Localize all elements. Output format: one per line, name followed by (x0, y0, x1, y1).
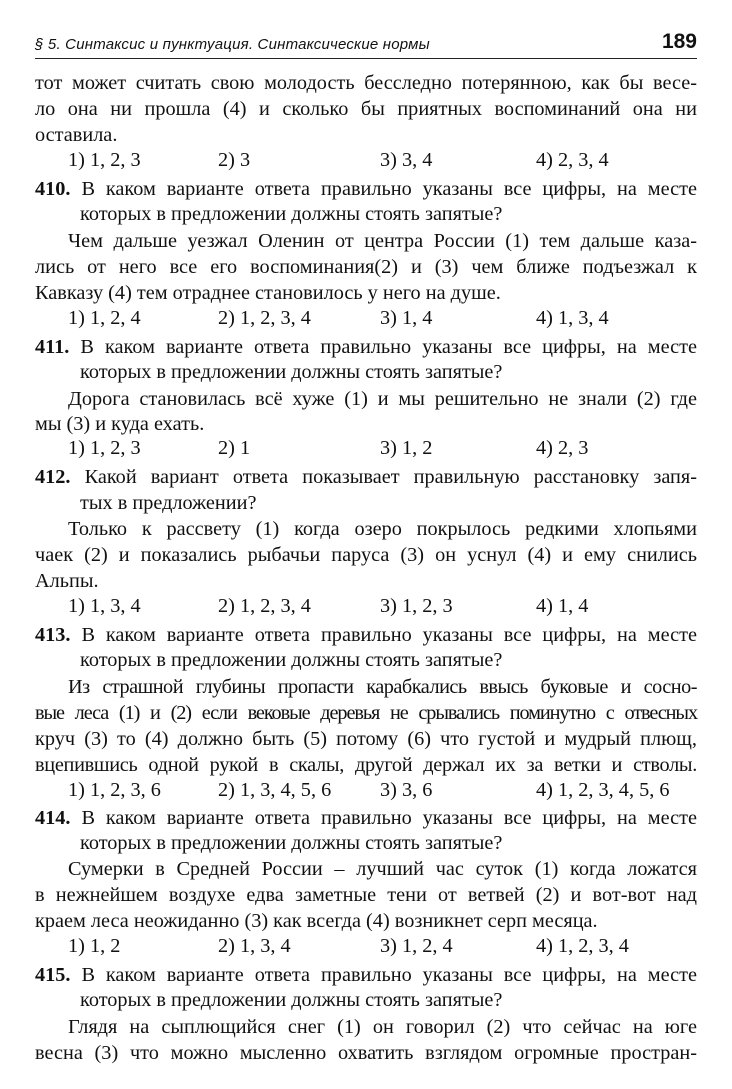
question-text-line: лись от него все его воспоминания(2) и (3) чем ближе подъезжал к (35, 256, 697, 278)
answer-option: 1) 1, 2, 3, 6 (68, 779, 161, 801)
question-414-prompt (35, 805, 697, 832)
answer-option: 2) 1, 2, 3, 4 (218, 595, 311, 617)
answer-option: 4) 1, 2, 3, 4 (536, 935, 629, 957)
intro-line: ло она ни прошла (4) и сколько бы приятных воспоминаний она ни (35, 98, 697, 120)
answer-option: 2) 1, 3, 4 (218, 935, 291, 957)
question-prompt-line: тых в предложении? (80, 492, 257, 514)
question-text-line: вые леса (1) и (2) если вековые деревья не срывались поминутно с отвесных (35, 702, 697, 724)
question-prompt-line: которых в предложении должны стоять запятые? (80, 832, 503, 854)
answer-options (68, 777, 697, 804)
question-text-line: в нежнейшем воздухе едва заметные тени от ветвей (2) и вот-вот над (35, 884, 697, 906)
answer-option: 2) 1, 2, 3, 4 (218, 307, 311, 329)
question-415-prompt (35, 962, 697, 989)
question-text-line: Кавказу (4) тем отраднее становилось у него на душе. (35, 282, 501, 304)
question-text-line: круч (3) то (4) должно быть (5) потому (6) что густой и мудрый плющ, (35, 728, 697, 750)
question-410-prompt (35, 176, 697, 203)
question-prompt-line: которых в предложении должны стоять запятые? (80, 203, 503, 225)
page-header (35, 28, 697, 59)
answer-option: 1) 1, 2, 3 (68, 437, 141, 459)
question-prompt-line: которых в предложении должны стоять запятые? (80, 361, 503, 383)
answer-option: 3) 3, 4 (380, 149, 433, 171)
question-prompt-line: Какой вариант ответа показывает правильную расстановку запя- (84, 466, 697, 488)
answer-option: 1) 1, 2, 3 (68, 149, 141, 171)
intro-line: оставила. (35, 124, 118, 146)
question-text-line: Сумерки в Средней России – лучший час суток (1) когда ложатся (68, 858, 697, 880)
answer-option: 1) 1, 2 (68, 935, 121, 957)
question-411-prompt (35, 334, 697, 361)
answer-option: 3) 1, 2, 3 (380, 595, 453, 617)
answer-option: 4) 2, 3 (536, 437, 589, 459)
question-number: 410. (35, 178, 71, 200)
question-prompt-line: которых в предложении должны стоять запятые? (80, 649, 503, 671)
question-prompt-line: В каком варианте ответа правильно указаны все цифры, на месте (81, 624, 697, 646)
question-text-line: Только к рассвету (1) когда озеро покрылось редкими хлопьями (68, 518, 697, 540)
answer-option: 3) 1, 2, 4 (380, 935, 453, 957)
question-number: 411. (35, 336, 70, 358)
answer-options (68, 435, 697, 462)
question-number: 413. (35, 624, 71, 646)
answer-option: 2) 1, 3, 4, 5, 6 (218, 779, 332, 801)
question-text-line: Из страшной глубины пропасти карабкались ввысь буковые и сосно- (68, 676, 697, 698)
question-number: 415. (35, 964, 71, 986)
question-text-line: Дорога становилась всё хуже (1) и мы решительно не знали (2) где (68, 388, 697, 410)
answer-option: 4) 1, 4 (536, 595, 589, 617)
answer-option: 2) 3 (218, 149, 251, 171)
answer-option: 4) 2, 3, 4 (536, 149, 609, 171)
answer-options (68, 305, 697, 332)
answer-options (68, 147, 697, 174)
answer-option: 3) 1, 4 (380, 307, 433, 329)
question-text-line: краем леса неожиданно (3) как всегда (4) возникнет серп месяца. (35, 910, 598, 932)
question-number: 412. (35, 466, 71, 488)
page-number: 189 (661, 30, 697, 53)
question-text-line: чаек (2) и показались рыбачьи паруса (3) он уснул (4) и ему снились (35, 544, 697, 566)
answer-option: 1) 1, 3, 4 (68, 595, 141, 617)
running-head: § 5. Синтаксис и пунктуация. Синтаксические нормы (35, 36, 430, 53)
question-prompt-line: которых в предложении должны стоять запятые? (80, 989, 503, 1011)
question-413-prompt (35, 622, 697, 649)
answer-option: 3) 1, 2 (380, 437, 433, 459)
answer-option: 3) 3, 6 (380, 779, 433, 801)
answer-option: 4) 1, 3, 4 (536, 307, 609, 329)
question-text-line: Чем дальше уезжал Оленин от центра России (1) тем дальше каза- (68, 230, 697, 252)
intro-line: тот может считать свою молодость бесследно потерянною, как бы весе- (35, 72, 697, 94)
question-prompt-line: В каком варианте ответа правильно указаны все цифры, на месте (80, 336, 697, 358)
answer-option: 2) 1 (218, 437, 251, 459)
question-text-line: весна (3) что можно мысленно охватить взглядом огромные простран- (35, 1042, 697, 1064)
answer-options (68, 933, 697, 960)
question-prompt-line: В каком варианте ответа правильно указаны все цифры, на месте (81, 178, 697, 200)
answer-option: 4) 1, 2, 3, 4, 5, 6 (536, 779, 670, 801)
question-text-line: мы (3) и куда ехать. (35, 413, 205, 435)
question-prompt-line: В каком варианте ответа правильно указаны все цифры, на месте (81, 964, 697, 986)
question-text-line: Глядя на сыплющийся снег (1) он говорил (2) что сейчас на юге (68, 1016, 697, 1038)
question-text-line: Альпы. (35, 570, 99, 592)
question-text-line: вцепившись одной рукой в скалы, другой держал их за ветки и стволы. (35, 754, 697, 776)
answer-options (68, 593, 697, 620)
question-prompt-line: В каком варианте ответа правильно указаны все цифры, на месте (81, 807, 697, 829)
question-412-prompt (35, 464, 697, 491)
question-number: 414. (35, 807, 71, 829)
answer-option: 1) 1, 2, 4 (68, 307, 141, 329)
